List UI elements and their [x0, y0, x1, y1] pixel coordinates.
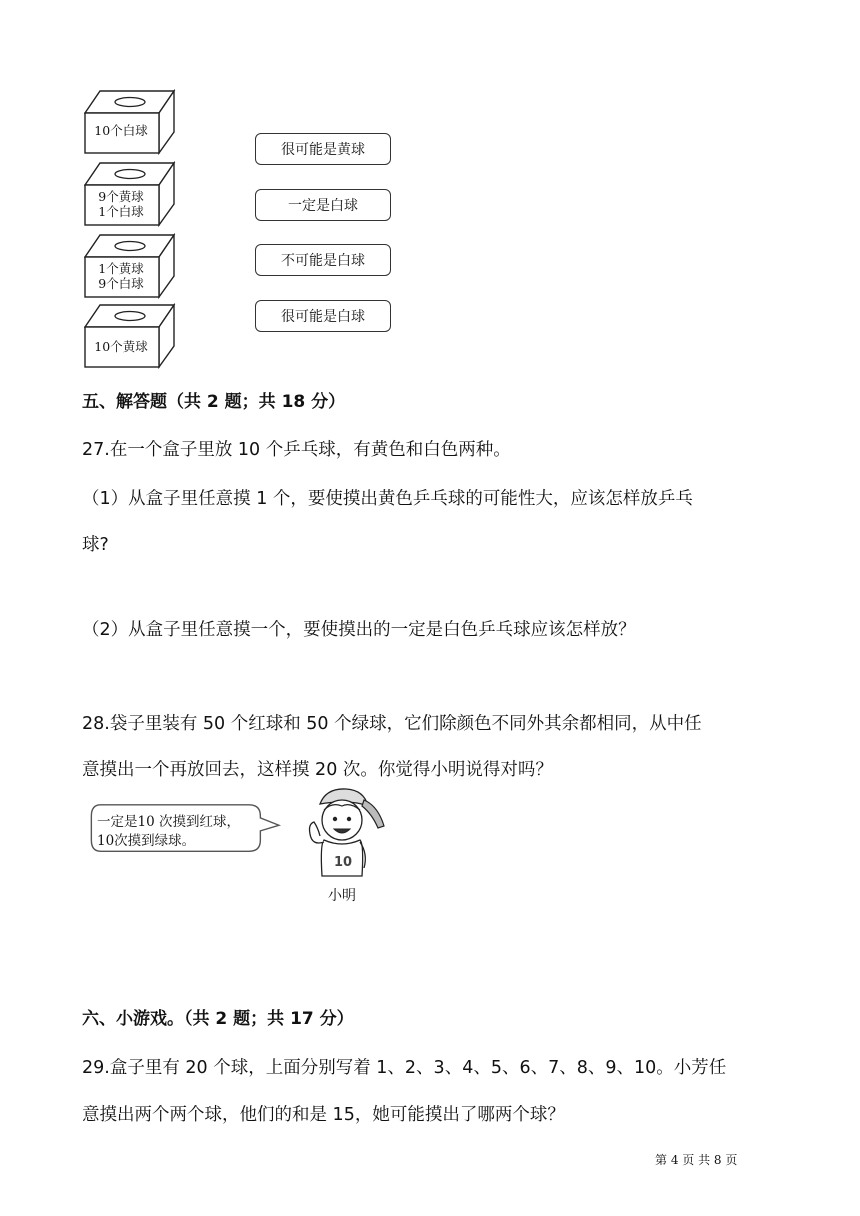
question-27-part1: （1）从盒子里任意摸 1 个，要使摸出黄色乒乓球的可能性大，应该怎样放乒乓 [82, 489, 693, 509]
box-label: 10个白球 [94, 123, 148, 138]
ball-box-3 [84, 233, 176, 299]
box-label: 1个黄球 9个白球 [98, 261, 144, 291]
choice-certainly-white: 一定是白球 [255, 189, 391, 221]
question-27-part2: （2）从盒子里任意摸一个，要使摸出的一定是白色乒乓球应该怎样放？ [82, 620, 636, 640]
page-number: 第 4 页 共 8 页 [655, 1153, 738, 1167]
question-27-part1-cont: 球? [82, 535, 109, 555]
question-28-line1: 28.袋子里装有 50 个红球和 50 个绿球，它们除颜色不同外其余都相同，从中任 [82, 714, 702, 734]
question-29-line1: 29.盒子里有 20 个球，上面分别写着 1、2、3、4、5、6、7、8、9、10。小芳任 [82, 1058, 727, 1078]
ball-box-1 [84, 89, 176, 155]
speech-bubble-text: 一定是10 次摸到红球， 10次摸到绿球。 [97, 814, 240, 849]
character-name: 小明 [328, 888, 356, 904]
boy-illustration [298, 784, 390, 884]
section-heading: 五、解答题（共 2 题；共 18 分） [82, 392, 346, 412]
shirt-number: 10 [334, 855, 353, 870]
question-29-line2: 意摸出两个两个球，他们的和是 15，她可能摸出了哪两个球？ [82, 1105, 565, 1125]
choice-likely-yellow: 很可能是黄球 [255, 133, 391, 165]
box-drawing [84, 303, 176, 369]
box-label: 10个黄球 [94, 339, 148, 354]
choice-likely-white: 很可能是白球 [255, 300, 391, 332]
question-28-line2: 意摸出一个再放回去，这样摸 20 次。你觉得小明说得对吗？ [82, 760, 553, 780]
box-label: 9个黄球 1个白球 [98, 189, 144, 219]
ball-box-2 [84, 161, 176, 227]
section-heading: 六、小游戏。（共 2 题；共 17 分） [82, 1009, 354, 1029]
question-27-stem: 27.在一个盒子里放 10 个乒乓球，有黄色和白色两种。 [82, 440, 511, 460]
box-drawing [84, 89, 176, 155]
ball-box-4 [84, 303, 176, 369]
choice-impossible-white: 不可能是白球 [255, 244, 391, 276]
